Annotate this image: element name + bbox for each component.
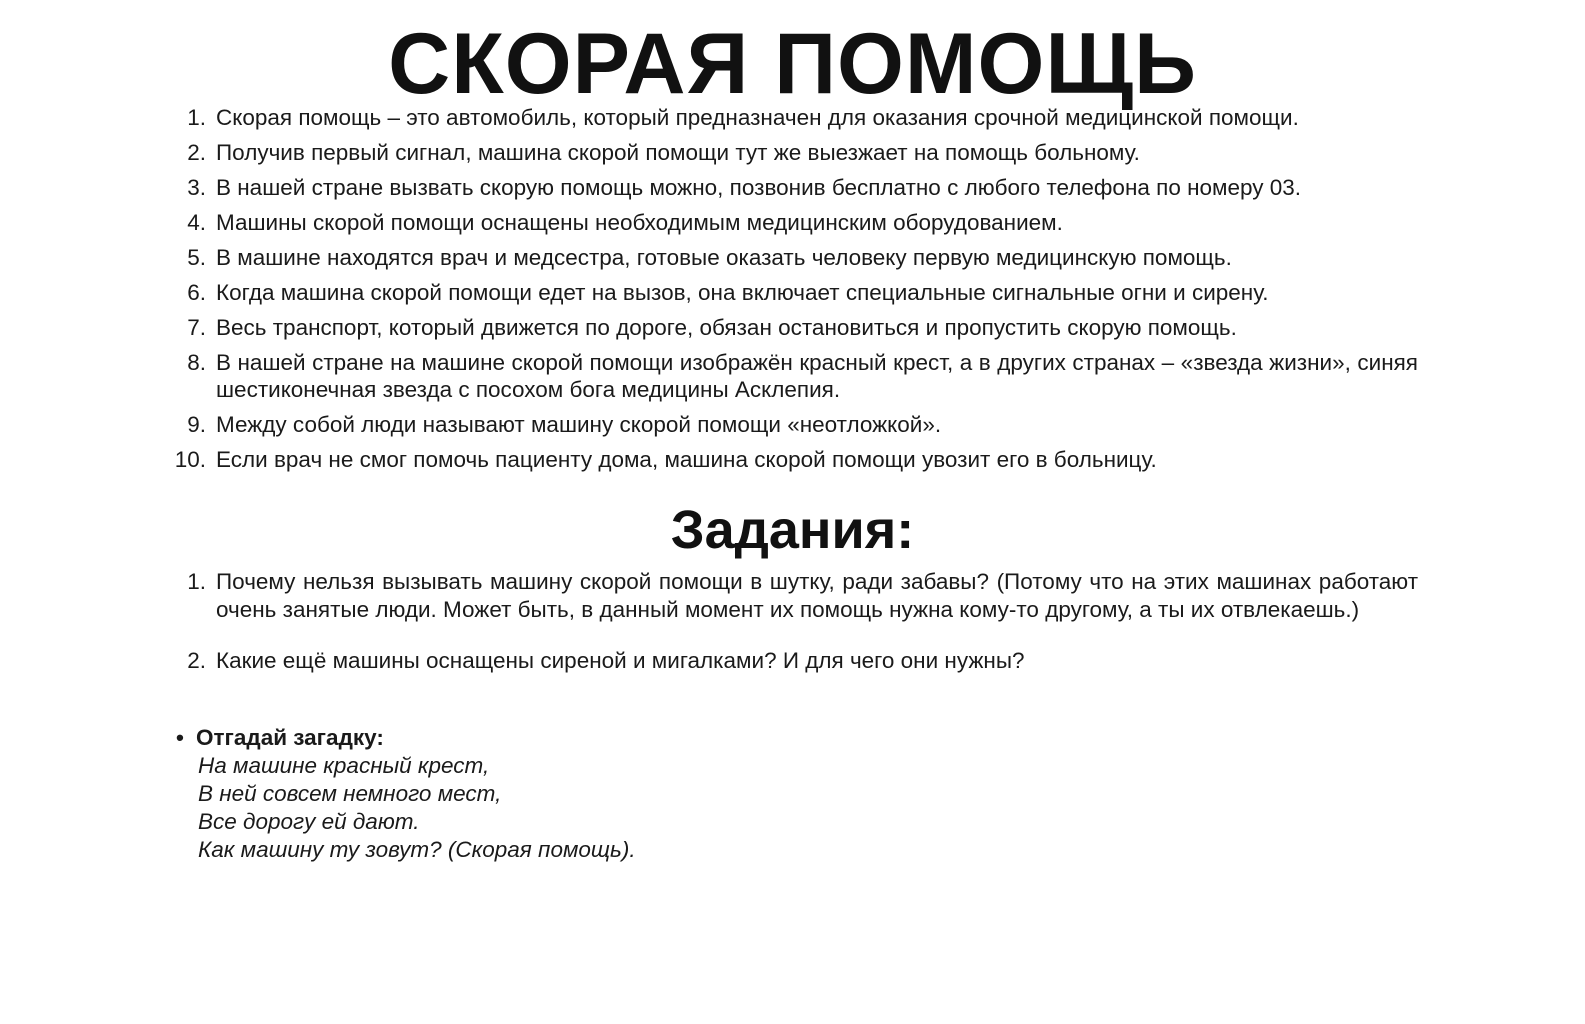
list-item: [178, 104, 1418, 131]
list-item-text: Между собой люди называют машину скорой помощи «неотложкой».: [216, 412, 942, 437]
list-item: [178, 279, 1418, 306]
riddle-heading: [176, 724, 976, 752]
riddle-line: В ней совсем немного мест,: [198, 781, 502, 806]
list-item-number: 4.: [187, 210, 206, 235]
task-item: [178, 647, 1418, 675]
tasks-list: [178, 568, 1418, 699]
riddle-line: Все дорогу ей дают.: [198, 809, 420, 834]
task-item-text: Какие ещё машины оснащены сиреной и мигалками? И для чего они нужны?: [216, 648, 1025, 673]
list-item: [178, 209, 1418, 236]
bullet-icon: •: [176, 725, 184, 750]
list-item-text: В машине находятся врач и медсестра, готовые оказать человеку первую медицинскую помощь.: [216, 245, 1232, 270]
list-item: [178, 139, 1418, 166]
list-item-number: 8.: [187, 350, 206, 375]
list-item-number: 1.: [187, 105, 206, 130]
list-item-number: 9.: [187, 412, 206, 437]
list-item-text: Получив первый сигнал, машина скорой помощи тут же выезжает на помощь больному.: [216, 140, 1140, 165]
list-item: [178, 244, 1418, 271]
list-item: [178, 314, 1418, 341]
riddle-block: [176, 724, 976, 864]
list-item-number: 2.: [187, 140, 206, 165]
list-item-number: 5.: [187, 245, 206, 270]
list-item-text: В нашей стране вызвать скорую помощь можно, позвонив бесплатно с любого телефона по номеру 03.: [216, 175, 1302, 200]
list-item-text: Если врач не смог помочь пациенту дома, машина скорой помощи увозит его в больницу.: [216, 447, 1157, 472]
tasks-heading: Задания:: [670, 500, 915, 560]
task-item-text: Почему нельзя вызывать машину скорой помощи в шутку, ради забавы? (Потому что на этих машинах работают очень занятые люди. Может быть, в данный момент их помощь нужна кому-то другому, а ты их отвлекаешь.): [216, 569, 1418, 622]
task-item-number: 2.: [187, 648, 206, 673]
list-item: [174, 446, 1418, 473]
list-item: [178, 411, 1418, 438]
list-item-text: Весь транспорт, который движется по дороге, обязан остановиться и пропустить скорую помощь.: [216, 315, 1237, 340]
list-item-number: 3.: [187, 175, 206, 200]
riddle-line: Как машину ту зовут? (Скорая помощь).: [198, 837, 636, 862]
task-item: [178, 568, 1418, 623]
list-item-number: 7.: [187, 315, 206, 340]
facts-list: [174, 104, 1418, 481]
list-item-number: 6.: [187, 280, 206, 305]
page-title: СКОРАЯ ПОМОЩЬ: [388, 16, 1197, 112]
list-item: [178, 349, 1418, 403]
list-item-number: 10.: [174, 447, 206, 472]
list-item: [178, 174, 1418, 201]
list-item-text: Скорая помощь – это автомобиль, который предназначен для оказания срочной медицинской помощи.: [216, 105, 1299, 130]
list-item-text: В нашей стране на машине скорой помощи изображён красный крест, а в других странах – «звезда жизни», синяя шестиконечная звезда с посохом бога медицины Асклепия.: [216, 350, 1418, 402]
riddle-heading-text: Отгадай загадку:: [196, 725, 384, 750]
list-item-text: Машины скорой помощи оснащены необходимым медицинским оборудованием.: [216, 210, 1063, 235]
riddle-line: На машине красный крест,: [198, 753, 490, 778]
list-item-text: Когда машина скорой помощи едет на вызов, она включает специальные сигнальные огни и сирену.: [216, 280, 1269, 305]
task-item-number: 1.: [187, 569, 206, 594]
